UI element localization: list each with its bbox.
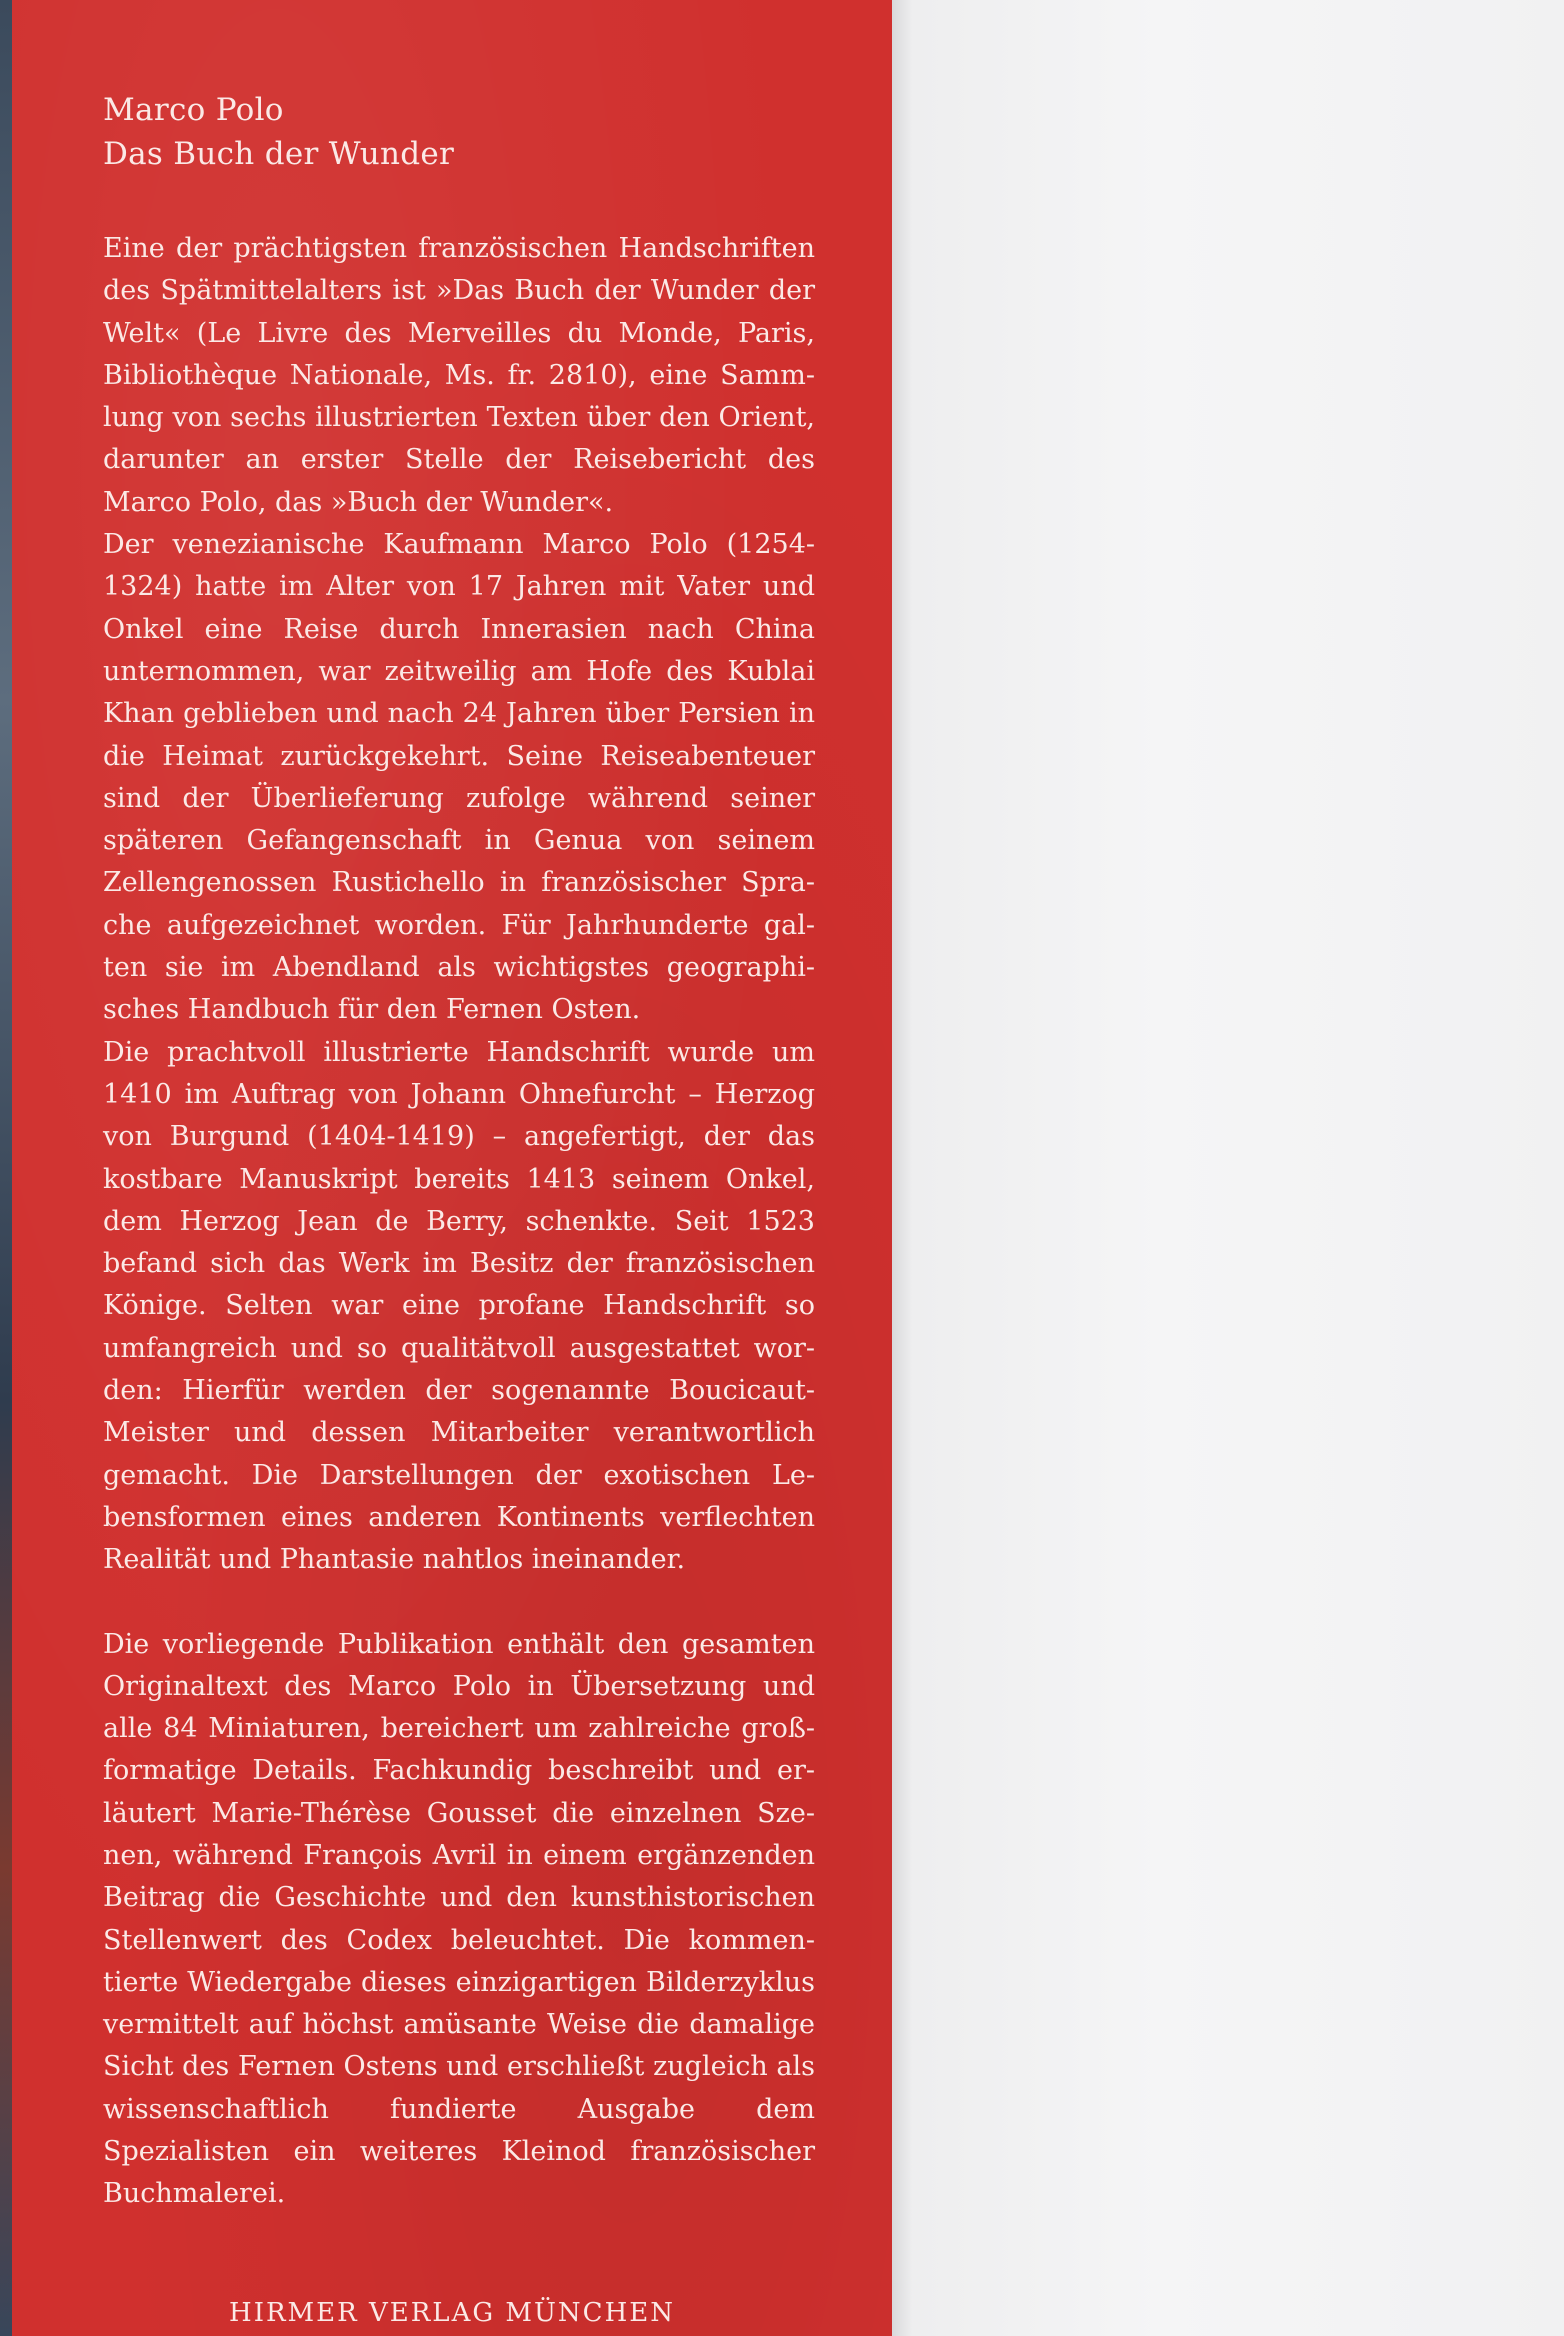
book-title	[103, 88, 815, 176]
blurb-text-block	[103, 88, 815, 2216]
blurb-paragraph-2: Der venezianische Kaufmann Marco Polo (1254-1324) hatte im Alter von 17 Jahren mit Vater und Onkel eine Reise durch Innerasien nach China unternommen, war zeitweilig am Hofe des Kublai Khan geblieben und nach 24 Jahren über Persien in die Heimat zurückgekehrt. Seine Reiseabenteuer sind der Überlieferung zufolge während seiner späteren Gefangenschaft in Genua von seinem Zellengenossen Rustichello in französischer Sprache aufgezeichnet worden. Für Jahrhunderte galten sie im Abendland als wichtigstes geographisches Handbuch für den Fernen Osten.	[103, 529, 815, 1026]
blurb-paragraph-4: Die vorliegende Publikation enthält den gesamten Originaltext des Marco Polo in Übersetzung und alle 84 Miniaturen, bereichert um zahlreiche großformatige Details. Fachkundig beschreibt und erläutert Marie-Thérèse Gousset die einzelnen Szenen, während François Avril in einem ergänzenden Beitrag die Geschichte und den kunsthistorischen Stellenwert des Codex beleuchtet. Die kommentierte Wiedergabe dieses einzigartigen Bilderzyklus vermittelt auf höchst amüsante Weise die damalige Sicht des Fernen Ostens und erschließt zugleich als wissenschaftlich fundierte Ausgabe dem Spezialisten ein weiteres Kleinod französischer Buchmalerei.	[103, 1628, 815, 2210]
title-line: Das Buch der Wunder	[103, 136, 455, 172]
blurb-paragraph-1: Eine der prächtigsten französischen Handschriften des Spätmittelalters ist »Das Buch der Wunder der Welt« (Le Livre des Merveilles du Monde, Paris, Bibliothèque Nationale, Ms. fr. 2810), eine Sammlung von sechs illustrierten Texten über den Orient, darunter an erster Stelle der Reisebericht des Marco Polo, das »Buch der Wunder«.	[103, 233, 815, 518]
back-cover-white-panel	[892, 0, 1564, 2336]
author-line: Marco Polo	[103, 92, 284, 128]
spine-edge	[0, 0, 12, 2336]
paragraph-gap	[103, 1582, 815, 1624]
blurb-paragraphs	[103, 228, 815, 2216]
publisher-imprint: HIRMER VERLAG MÜNCHEN	[229, 2298, 675, 2328]
blurb-paragraph-3: Die prachtvoll illustrierte Handschrift wurde um 1410 im Auftrag von Johann Ohnefurcht – Herzog von Burgund (1404-1419) – angefertigt, der das kostbare Manuskript bereits 1413 seinem Onkel, dem Herzog Jean de Berry, schenkte. Seit 1523 befand sich das Werk im Besitz der französischen Könige. Selten war eine profane Handschrift so umfangreich und so qualitätvoll ausgestattet worden: Hierfür werden der sogenannte Boucicaut-Meister und dessen Mitarbeiter verantwortlich gemacht. Die Darstellungen der exotischen Lebensformen eines anderen Kontinents verflechten Realität und Phantasie nahtlos ineinander.	[103, 1036, 815, 1576]
